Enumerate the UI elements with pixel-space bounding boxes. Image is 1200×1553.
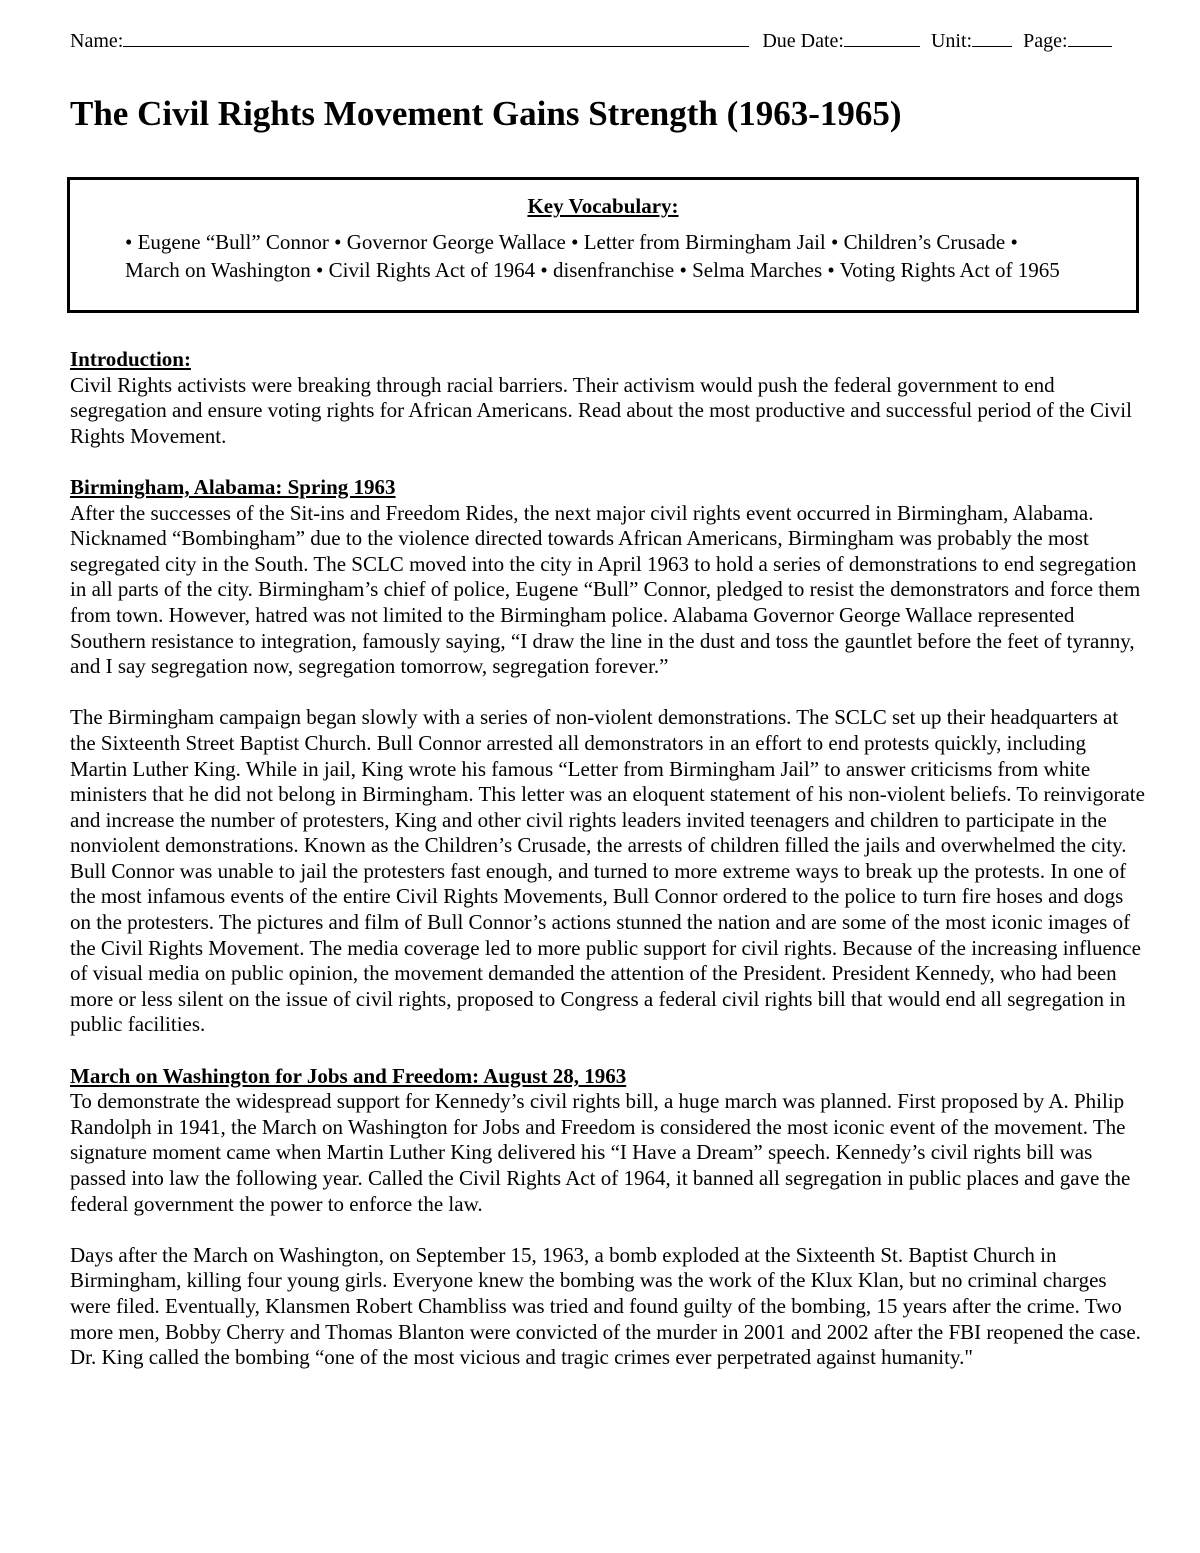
bullet-icon: • (334, 230, 342, 254)
section-march-on-washington (70, 1064, 1145, 1371)
paragraph: Civil Rights activists were breaking through racial barriers. Their activism would push the federal government to end segregation and ensure voting rights for African Americans. Read about the most productive and successful period of the Civil Rights Movement. (70, 372, 1132, 448)
vocabulary-terms (125, 228, 1076, 284)
vocabulary-term: Children’s Crusade (843, 230, 1006, 254)
due-date-blank-line (844, 26, 920, 47)
bullet-icon: • (315, 258, 324, 282)
bullet-icon: • (831, 230, 839, 254)
section-heading: Birmingham, Alabama: Spring 1963 (70, 474, 396, 499)
paragraph: To demonstrate the widespread support for Kennedy’s civil rights bill, a huge march was planned. First proposed by A. Philip Randolph in 1941, the March on Washington for Jobs and Freedom is considered the most iconic event of the movement. The signature moment came when Martin Luther King delivered his “I Have a Dream” speech. Kennedy’s civil rights bill was passed into law the following year. Called the Civil Rights Act of 1964, it banned all segregation in public places and gave the federal government the power to enforce the law. (70, 1089, 1131, 1216)
page-label: Page: (1023, 30, 1068, 52)
page-blank-line (1068, 26, 1112, 47)
name-blank-line (123, 26, 749, 47)
due-date-label: Due Date: (762, 30, 844, 52)
page-title: The Civil Rights Movement Gains Strength (1963-1965) (70, 94, 902, 133)
reading-content (70, 347, 1145, 1371)
section-heading: Introduction: (70, 347, 191, 371)
student-info-header (70, 26, 1145, 55)
bullet-icon: • (571, 230, 579, 254)
paragraph: The Birmingham campaign began slowly with a series of non-violent demonstrations. The SCLC set up their headquarters at the Sixteenth Street Baptist Church. Bull Connor arrested all demonstrators in an effort to end protests quickly, including Martin Luther King. While in jail, King wrote his famous “Letter from Birmingham Jail” to answer criticisms from white ministers that he did not belong in Birmingham. This letter was an eloquent statement of his non-violent beliefs. To reinvigorate and increase the number of protesters, King and other civil rights leaders invited teenagers and children to participate in the nonviolent demonstrations. Known as the Children’s Crusade, the arrests of children filled the jails and overwhelmed the city. Bull Connor was unable to jail the protesters fast enough, and turned to more extreme ways to break up the protests. In one of the most infamous events of the entire Civil Rights Movements, Bull Connor ordered to the police to turn fire hoses and dogs on the protesters. The pictures and film of Bull Connor’s actions stunned the nation and are some of the most iconic images of the Civil Rights Movement. The media coverage led to more public support for civil rights. Because of the increasing influence of visual media on public opinion, the movement demanded the attention of the President. President Kennedy, who had been more or less silent on the issue of civil rights, proposed to Congress a federal civil rights bill that would end all segregation in public facilities. (70, 705, 1145, 1037)
vocabulary-term: Selma Marches (692, 258, 823, 282)
paragraph: After the successes of the Sit-ins and Freedom Rides, the next major civil rights event occurred in Birmingham, Alabama. Nicknamed “Bombingham” due to the violence directed towards African Americans, Birmingham was probably the most segregated city in the South. The SCLC moved into the city in April 1963 to hold a series of demonstrations to end segregation in all parts of the city. Birmingham’s chief of police, Eugene “Bull” Connor, pledged to resist the demonstrators and force them from town. However, hatred was not limited to the Birmingham police. Alabama Governor George Wallace represented Southern resistance to integration, famously saying, “I draw the line in the dust and toss the gauntlet before the feet of tyranny, and I say segregation now, segregation tomorrow, segregation forever.” (70, 500, 1141, 679)
unit-blank-line (972, 26, 1012, 47)
vocabulary-term: disenfranchise (552, 258, 675, 282)
vocabulary-term: Letter from Birmingham Jail (583, 230, 826, 254)
bullet-icon: • (125, 230, 133, 254)
vocabulary-term: Voting Rights Act of 1965 (839, 258, 1060, 282)
bullet-icon: • (827, 258, 835, 282)
section-introduction (70, 347, 1145, 449)
section-heading: March on Washington for Jobs and Freedom: August 28, 1963 (70, 1063, 627, 1088)
vocabulary-term: March on Washington (125, 258, 311, 282)
bullet-icon: • (1010, 230, 1018, 254)
paragraph: Days after the March on Washington, on September 15, 1963, a bomb exploded at the Sixteenth St. Baptist Church in Birmingham, killing four young girls. Everyone knew the bombing was the work of the Klux Klan, but no criminal charges were filed. Eventually, Klansmen Robert Chambliss was tried and found guilty of the bombing, 15 years after the crime. Two more men, Bobby Cherry and Thomas Blanton were convicted of the murder in 2001 and 2002 after the FBI reopened the case. Dr. King called the bombing “one of the most vicious and tragic crimes ever perpetrated against humanity." (70, 1242, 1141, 1370)
bullet-icon: • (540, 258, 548, 282)
vocabulary-term: Governor George Wallace (346, 230, 566, 254)
bullet-icon: • (679, 258, 687, 282)
vocabulary-term: Civil Rights Act of 1964 (328, 258, 536, 282)
vocabulary-term: Eugene “Bull” Connor (137, 230, 329, 254)
unit-label: Unit: (930, 30, 973, 52)
key-vocabulary-box (67, 177, 1139, 313)
section-birmingham (70, 475, 1145, 1038)
vocabulary-heading: Key Vocabulary: (527, 194, 679, 218)
name-label: Name: (70, 30, 124, 52)
